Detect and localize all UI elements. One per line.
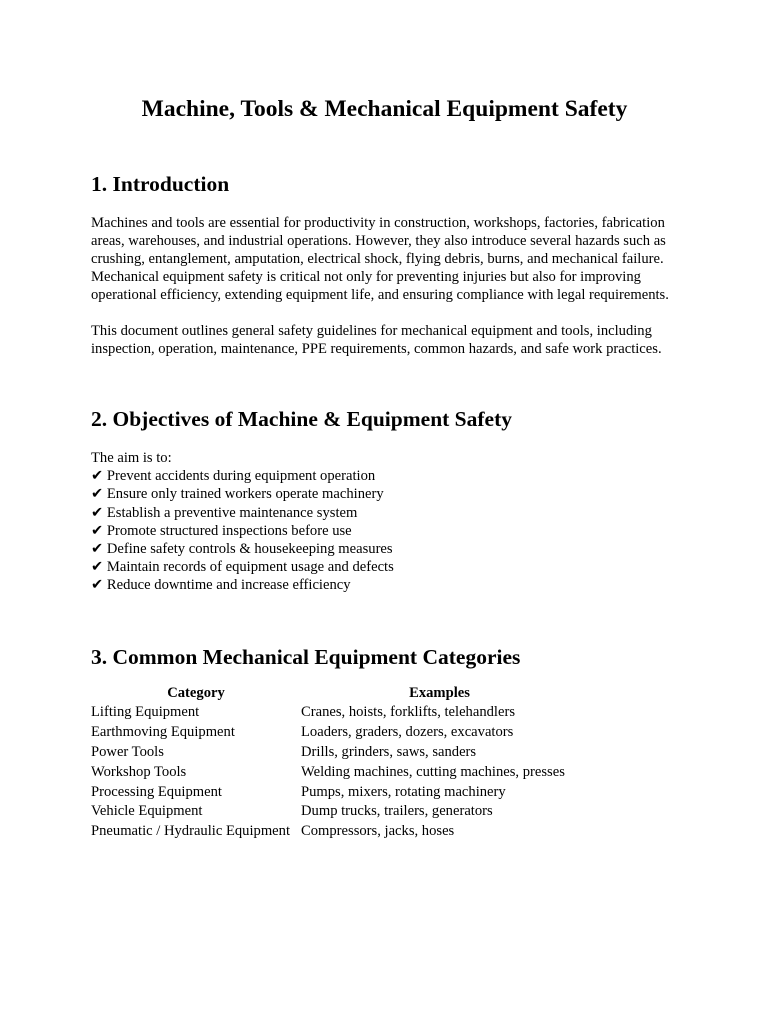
category-cell: Processing Equipment xyxy=(91,783,222,800)
examples-cell: Compressors, jacks, hoses xyxy=(301,823,455,840)
section-introduction xyxy=(91,170,678,358)
section-heading-objectives: 2. Objectives of Machine & Equipment Safety xyxy=(91,407,513,431)
table-row xyxy=(91,822,578,842)
section-objectives xyxy=(91,405,678,595)
objective-item: ✔ Establish a preventive maintenance system xyxy=(91,504,358,521)
category-cell: Vehicle Equipment xyxy=(91,803,203,820)
table-row xyxy=(91,802,578,822)
category-cell: Lifting Equipment xyxy=(91,704,200,721)
category-cell: Pneumatic / Hydraulic Equipment xyxy=(91,823,290,840)
section-categories xyxy=(91,643,678,842)
examples-cell: Pumps, mixers, rotating machinery xyxy=(301,783,506,800)
column-header-examples: Examples xyxy=(409,684,470,701)
category-cell: Earthmoving Equipment xyxy=(91,724,235,741)
category-cell: Workshop Tools xyxy=(91,763,187,780)
document-title: Machine, Tools & Mechanical Equipment Safety xyxy=(141,96,628,122)
objectives-list xyxy=(91,467,678,594)
objective-item: ✔ Define safety controls & housekeeping measures xyxy=(91,541,393,558)
table-row xyxy=(91,723,578,743)
objectives-block xyxy=(91,449,678,595)
section-heading-categories: 3. Common Mechanical Equipment Categories xyxy=(91,644,521,669)
examples-cell: Drills, grinders, saws, sanders xyxy=(301,744,477,761)
introduction-paragraph-2: This document outlines general safety guidelines for mechanical equipment and tools, including inspection, operation, maintenance, PPE requirements, common hazards, and safe work practices. xyxy=(91,323,662,357)
objective-item: ✔ Prevent accidents during equipment operation xyxy=(91,468,376,485)
examples-cell: Dump trucks, trailers, generators xyxy=(301,803,493,820)
table-header-row xyxy=(91,684,578,704)
objective-item: ✔ Reduce downtime and increase efficiency xyxy=(91,577,351,594)
examples-cell: Welding machines, cutting machines, presses xyxy=(301,763,565,780)
table-row xyxy=(91,743,578,763)
examples-cell: Loaders, graders, dozers, excavators xyxy=(301,724,514,741)
objective-item: ✔ Maintain records of equipment usage and defects xyxy=(91,559,394,576)
category-cell: Power Tools xyxy=(91,744,164,761)
examples-cell: Cranes, hoists, forklifts, telehandlers xyxy=(301,704,515,721)
equipment-categories-table xyxy=(91,684,578,842)
section-heading-introduction: 1. Introduction xyxy=(91,172,230,196)
table-row xyxy=(91,703,578,723)
objective-item: ✔ Ensure only trained workers operate machinery xyxy=(91,486,384,503)
objectives-intro: The aim is to: xyxy=(91,450,172,466)
introduction-paragraph-1: Machines and tools are essential for productivity in construction, workshops, factories, fabrication areas, warehouses, and industrial operations. However, they also introduce several hazards such as crushing, entanglement, amputation, electrical shock, flying debris, burns, and mechanical failure. Mechanical equipment safety is critical not only for preventing injuries but also for improving operational efficiency, extending equipment life, and ensuring compliance with legal requirements. xyxy=(91,215,669,303)
table-row xyxy=(91,783,578,803)
table-row xyxy=(91,763,578,783)
column-header-category: Category xyxy=(167,684,225,701)
objective-item: ✔ Promote structured inspections before use xyxy=(91,522,352,539)
